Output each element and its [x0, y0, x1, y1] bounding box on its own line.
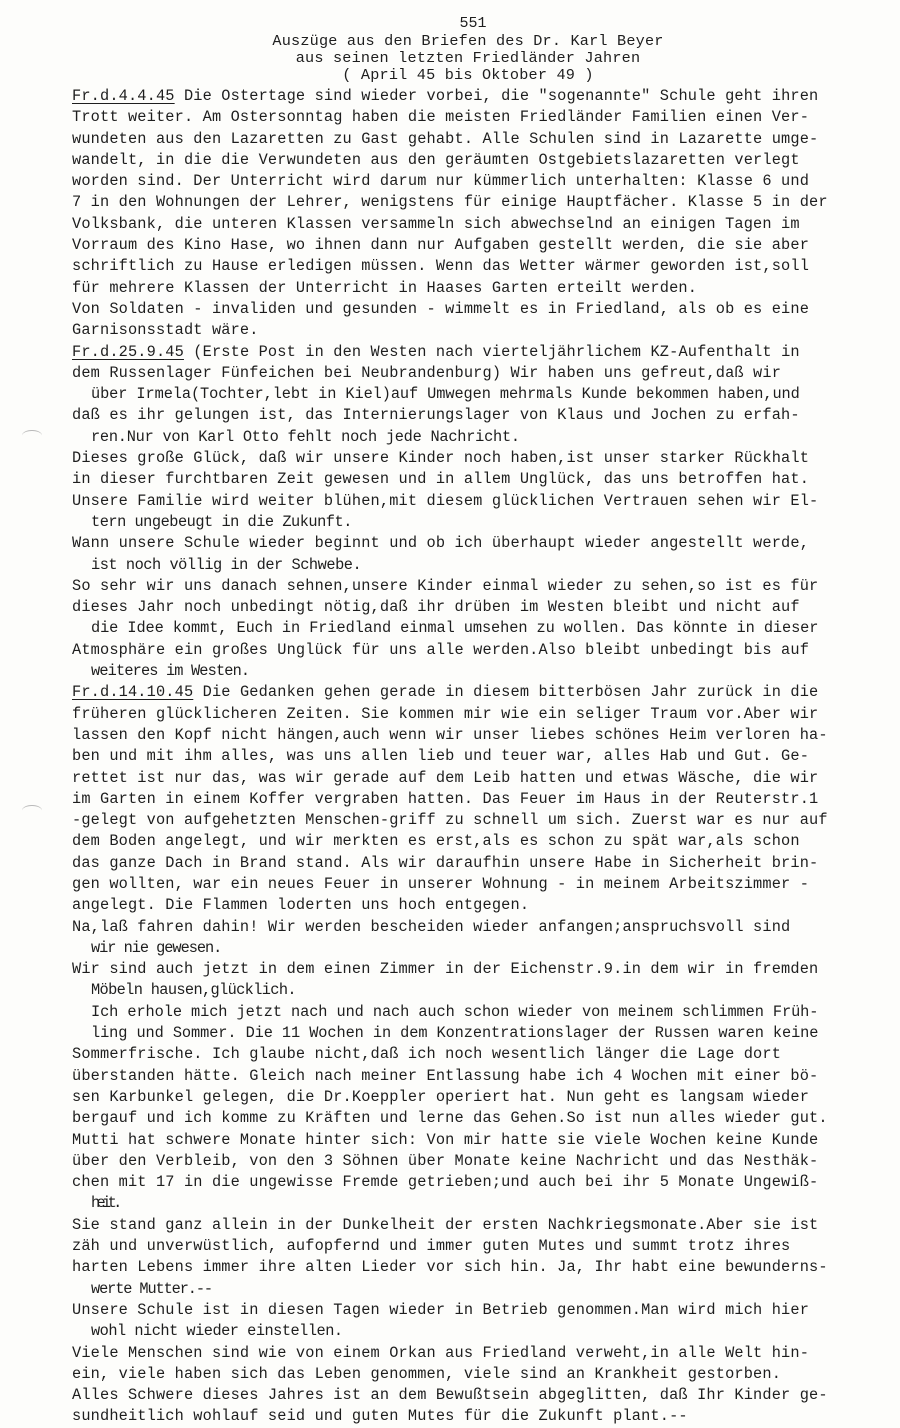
document-title	[72, 33, 864, 84]
letter-text: Garnisonsstadt wäre.	[72, 321, 259, 340]
letter-text: Dieses große Glück, daß wir unsere Kinder noch haben,ist unser starker Rückhalt	[72, 449, 810, 468]
text-line	[72, 1151, 864, 1172]
letter-text: Möbeln hausen,glücklich.	[91, 981, 296, 1000]
text-line	[72, 363, 864, 384]
letter-text: schriftlich zu Hause erledigen müssen. Wenn das Wetter wärmer geworden ist,soll	[72, 257, 810, 276]
text-line	[72, 768, 864, 789]
text-line	[72, 107, 864, 128]
text-line	[72, 1108, 864, 1129]
text-line	[72, 278, 864, 299]
letter-text: ist noch völlig in der Schwebe.	[91, 555, 362, 574]
text-line	[72, 831, 864, 852]
text-line	[72, 256, 864, 277]
letter-text: harten Lebens immer ihre alten Lieder vor sich hin. Ja, Ihr habt eine bewunderns-	[72, 1258, 828, 1277]
text-line	[72, 86, 864, 107]
text-line	[72, 874, 864, 895]
text-line	[72, 235, 864, 256]
letter-date: Fr.d.25.9.45	[72, 342, 184, 361]
letter-text: im Garten in einem Koffer vergraben hatten. Das Feuer im Haus in der Reuterstr.1	[72, 789, 819, 808]
letter-text: ein, viele haben sich das Leben genommen, viele sind an Krankheit gestorben.	[72, 1364, 782, 1383]
title-line-3: ( April 45 bis Oktober 49 )	[342, 66, 594, 84]
letter-text: daß es ihr gelungen ist, das Internierungslager von Klaus und Jochen zu erfah-	[72, 406, 800, 425]
letter-text: tern ungebeugt in die Zukunft.	[91, 512, 352, 531]
letter-text: ling und Sommer. Die 11 Wochen in dem Konzentrationslager der Russen waren keine	[91, 1024, 819, 1043]
text-line	[72, 661, 864, 682]
letter-text: -gelegt von aufgehetzten Menschen-griff zu schnell um sich. Zuerst war es nur auf	[72, 811, 828, 830]
letter-text: für mehrere Klassen der Unterricht in Haases Garten erteilt werden.	[72, 278, 698, 297]
margin-mark	[22, 430, 42, 441]
text-line	[72, 1130, 864, 1151]
text-line	[72, 1172, 864, 1193]
letter-text: werte Mutter.--	[91, 1279, 212, 1298]
text-line	[72, 1066, 864, 1087]
text-line	[72, 980, 864, 1001]
text-line	[72, 640, 864, 661]
letter-text: dieses Jahr noch unbedingt nötig,daß ihr drüben im Westen bleibt und nicht auf	[72, 598, 800, 617]
text-line	[72, 533, 864, 554]
text-line	[72, 1343, 864, 1364]
letter-text: überstanden hätte. Gleich nach meiner Entlassung habe ich 4 Wochen mit einer bö-	[72, 1066, 819, 1085]
text-line	[72, 1406, 864, 1427]
letter-text: sen Karbunkel gelegen, die Dr.Koeppler operiert hat. Nun geht es langsam wieder	[72, 1087, 810, 1106]
letter-text: Viele Menschen sind wie von einem Orkan aus Friedland verweht,in alle Welt hin-	[72, 1343, 810, 1362]
letter-text: Ich erhole mich jetzt nach und nach auch schon wieder von meinem schlimmen Früh-	[91, 1002, 819, 1021]
text-line	[72, 597, 864, 618]
text-line	[72, 618, 864, 639]
letter-text: Unsere Schule ist in diesen Tagen wieder in Betrieb genommen.Man wird mich hier	[72, 1300, 810, 1319]
letter-text: worden sind. Der Unterricht wird darum nur kümmerlich unterhalten: Klasse 6 und	[72, 172, 810, 191]
title-line-1: Auszüge aus den Briefen des Dr. Karl Beyer	[272, 32, 664, 50]
text-line	[72, 1300, 864, 1321]
text-line	[72, 469, 864, 490]
letter-text: Na,laß fahren dahin! Wir werden bescheiden wieder anfangen;anspruchsvoll sind	[72, 917, 791, 936]
letter-text: 7 in den Wohnungen der Lehrer, wenigstens für einige Hauptfächer. Klasse 5 in der	[72, 193, 828, 212]
text-line	[72, 171, 864, 192]
text-line	[72, 448, 864, 469]
text-line	[72, 1236, 864, 1257]
text-line	[72, 1215, 864, 1236]
letter-text: heit.	[91, 1194, 119, 1213]
text-line	[72, 405, 864, 426]
letter-text: wir nie gewesen.	[91, 938, 222, 957]
letter-text: ren.Nur von Karl Otto fehlt noch jede Nachricht.	[91, 427, 520, 446]
text-line	[72, 491, 864, 512]
letter-text: lassen den Kopf nicht hängen,auch wenn wir unser liebes schönes Heim verloren ha-	[72, 725, 828, 744]
text-line	[72, 1002, 864, 1023]
letter-text: Mutti hat schwere Monate hinter sich: Von mir hatte sie viele Wochen keine Kunde	[72, 1130, 819, 1149]
letter-text: ben und mit ihm alles, was uns allen lieb und teuer war, alles Hab und Gut. Ge-	[72, 747, 810, 766]
text-line	[72, 192, 864, 213]
letter-text: So sehr wir uns danach sehnen,unsere Kinder einmal wieder zu sehen,so ist es für	[72, 576, 819, 595]
letter-text: Die Gedanken gehen gerade in diesem bitterbösen Jahr zurück in die	[193, 683, 819, 702]
letter-text: dem Russenlager Fünfeichen bei Neubrandenburg) Wir haben uns gefreut,daß wir	[72, 363, 782, 382]
text-line	[72, 427, 864, 448]
text-line	[72, 512, 864, 533]
letter-text: wohl nicht wieder einstellen.	[91, 1322, 343, 1341]
letter-text: Vorraum des Kino Hase, wo ihnen dann nur Aufgaben gestellt werden, die sie aber	[72, 236, 810, 255]
text-line	[72, 555, 864, 576]
letter-date: Fr.d.4.4.45	[72, 87, 175, 105]
text-line	[72, 1044, 864, 1065]
letter-text: wundeten aus den Lazaretten zu Gast gehabt. Alle Schulen sind in Lazarette umge-	[72, 129, 819, 148]
text-line	[72, 725, 864, 746]
title-line-2: aus seinen letzten Friedländer Jahren	[295, 49, 641, 67]
letters-body	[72, 86, 864, 1428]
text-line	[72, 895, 864, 916]
text-line	[72, 1257, 864, 1278]
letter-text: die Idee kommt, Euch in Friedland einmal umsehen zu wollen. Das könnte in dieser	[91, 619, 819, 638]
letter-text: über Irmela(Tochter,lebt in Kiel)auf Umwegen mehrmals Kunde bekommen haben,und	[91, 385, 800, 404]
text-line	[72, 704, 864, 725]
text-line	[72, 299, 864, 320]
letter-text: weiteres im Westen.	[91, 662, 250, 681]
letter-text: über den Verbleib, von den 3 Söhnen über Monate keine Nachricht und das Nesthäk-	[72, 1151, 819, 1170]
letter-text: in dieser furchtbaren Zeit gewesen und in allem Unglück, das uns betroffen hat.	[72, 470, 810, 489]
letter-text: gen wollten, war ein neues Feuer in unserer Wohnung - in meinem Arbeitszimmer -	[72, 874, 810, 893]
letter-text: Die Ostertage sind wieder vorbei, die "sogenannte" Schule geht ihren	[174, 87, 819, 105]
text-line	[72, 1364, 864, 1385]
text-line	[72, 1193, 864, 1214]
text-line	[72, 1087, 864, 1108]
letter-text: früheren glücklicheren Zeiten. Sie kommen mir wie ein seliger Traum vor.Aber wir	[72, 704, 819, 723]
text-line	[72, 959, 864, 980]
text-line	[72, 129, 864, 150]
text-line	[72, 320, 864, 341]
letter-text: (Erste Post in den Westen nach vierteljährlichem KZ-Aufenthalt in	[183, 342, 800, 361]
text-line	[72, 682, 864, 703]
text-line	[72, 576, 864, 597]
letter-text: das ganze Dach in Brand stand. Als wir daraufhin unsere Habe in Sicherheit brin-	[72, 853, 819, 872]
text-line	[72, 746, 864, 767]
letter-text: sundheitlich wohlauf seid und guten Mutes für die Zukunft plant.--	[72, 1407, 688, 1426]
text-line	[72, 853, 864, 874]
letter-text: rettet ist nur das, was wir gerade auf dem Leib hatten und etwas Wäsche, die wir	[72, 768, 819, 787]
text-line	[72, 150, 864, 171]
letter-text: Atmosphäre ein großes Unglück für uns alle werden.Also bleibt unbedingt bis auf	[72, 640, 810, 659]
text-line	[72, 1023, 864, 1044]
text-line	[72, 342, 864, 363]
letter-text: Volksbank, die unteren Klassen versammeln sich abwechselnd an einigen Tagen im	[72, 214, 800, 233]
letter-text: bergauf und ich komme zu Kräften und lerne das Gehen.So ist nun alles wieder gut.	[72, 1109, 828, 1128]
letter-text: Alles Schwere dieses Jahres ist an dem Bewußtsein abgeglitten, daß Ihr Kinder ge-	[72, 1386, 828, 1405]
letter-text: Wir sind auch jetzt in dem einen Zimmer in der Eichenstr.9.in dem wir in fremden	[72, 960, 819, 979]
letter-text: Trott weiter. Am Ostersonntag haben die meisten Friedländer Familien einen Ver-	[72, 108, 810, 127]
page-number: 551	[459, 15, 487, 32]
letter-text: angelegt. Die Flammen loderten uns hoch entgegen.	[72, 896, 530, 915]
text-line	[72, 938, 864, 959]
text-line	[72, 214, 864, 235]
letter-text: Sie stand ganz allein in der Dunkelheit der ersten Nachkriegsmonate.Aber sie ist	[72, 1215, 819, 1234]
text-line	[72, 384, 864, 405]
text-line	[72, 917, 864, 938]
letter-text: wandelt, in die die Verwundeten aus den geräumten Ostgebietslazaretten verlegt	[72, 150, 800, 169]
letter-text: Unsere Familie wird weiter blühen,mit diesem glücklichen Vertrauen sehen wir El-	[72, 491, 819, 510]
letter-text: Von Soldaten - invaliden und gesunden - wimmelt es in Friedland, als ob es eine	[72, 299, 810, 318]
text-line	[72, 1321, 864, 1342]
letter-text: zäh und unverwüstlich, aufopfernd und immer guten Mutes und summt trotz ihres	[72, 1237, 791, 1256]
letter-text: dem Boden angelegt, und wir merkten es erst,als es schon zu spät war,als schon	[72, 832, 800, 851]
text-line	[72, 1279, 864, 1300]
text-line	[72, 789, 864, 810]
margin-mark	[22, 805, 42, 816]
text-line	[72, 810, 864, 831]
letter-date: Fr.d.14.10.45	[72, 683, 194, 702]
letter-text: Wann unsere Schule wieder beginnt und ob ich überhaupt wieder angestellt werde,	[72, 534, 810, 553]
text-line	[72, 1385, 864, 1406]
letter-text: Sommerfrische. Ich glaube nicht,daß ich noch wesentlich länger die Lage dort	[72, 1045, 782, 1064]
letter-text: chen mit 17 in die ungewisse Fremde getrieben;und auch bei ihr 5 Monate Ungewiß-	[72, 1173, 819, 1192]
